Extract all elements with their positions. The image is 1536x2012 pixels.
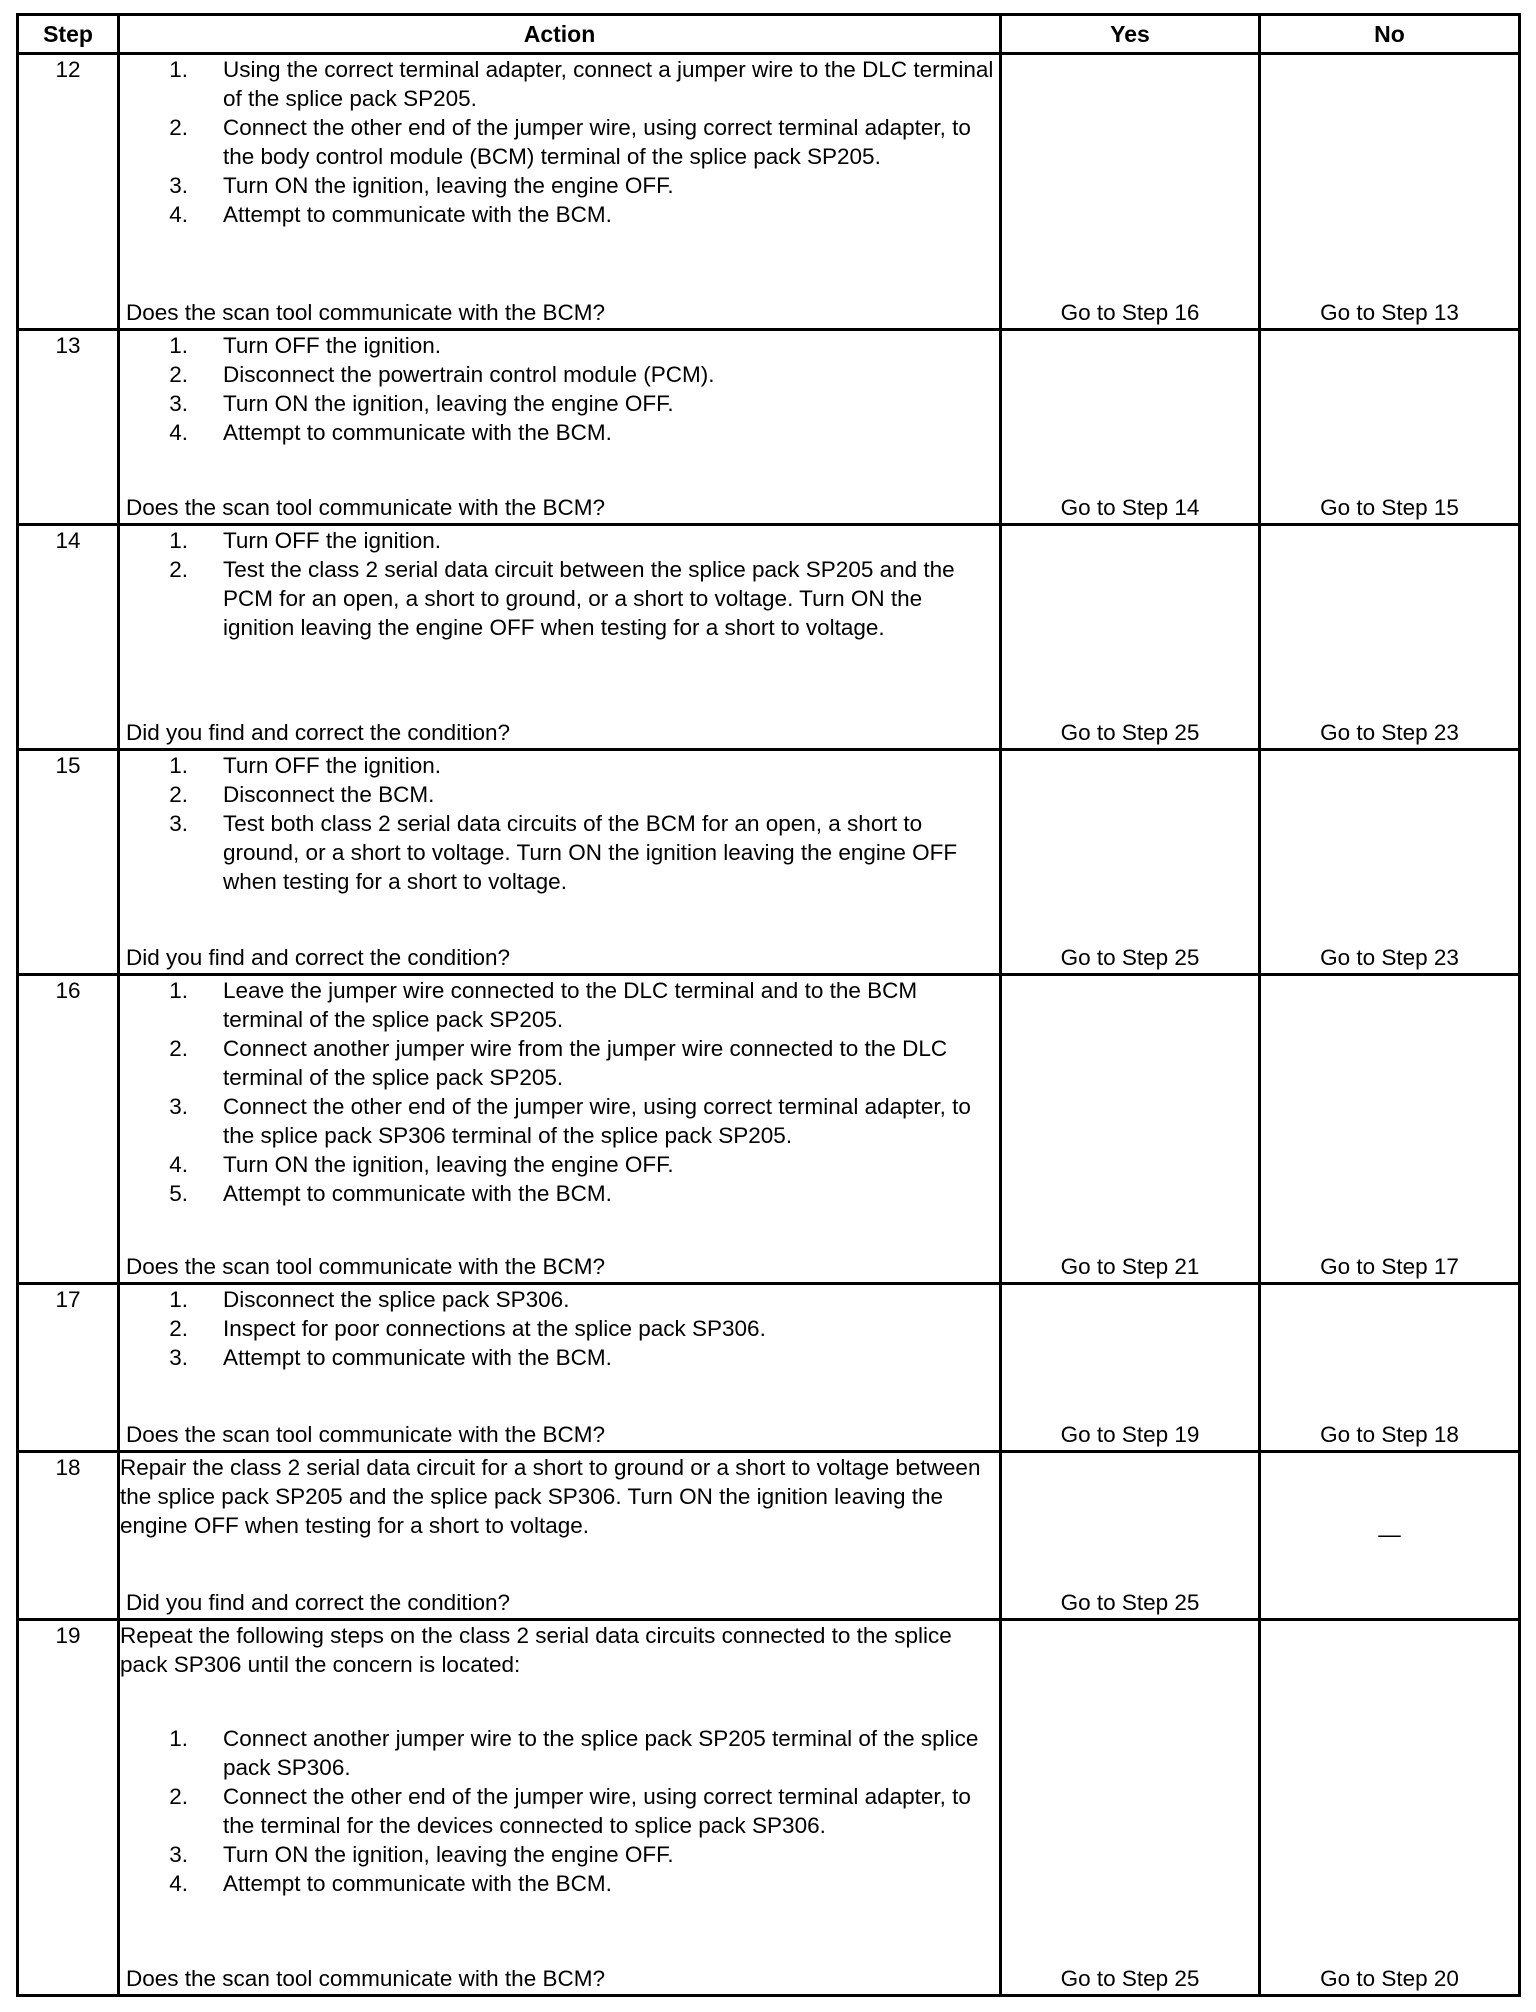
list-item-text: Disconnect the powertrain control module (PCM). <box>223 362 715 387</box>
no-cell <box>1260 1284 1520 1452</box>
header-step: Step <box>18 15 119 54</box>
list-item-text: Attempt to communicate with the BCM. <box>223 202 612 227</box>
list-item-number: 1. <box>169 333 188 358</box>
list-item-number: 3. <box>169 811 188 836</box>
list-item <box>120 171 999 200</box>
table-row <box>18 330 1520 525</box>
action-cell <box>119 1284 1001 1452</box>
list-item <box>120 360 999 389</box>
no-cell <box>1260 525 1520 750</box>
list-item-text: Inspect for poor connections at the splice pack SP306. <box>223 1316 766 1341</box>
step-number: 16 <box>18 975 119 1284</box>
list-item-number: 1. <box>169 978 188 1003</box>
yes-cell <box>1001 54 1260 330</box>
no-result: Go to Step 23 <box>1320 720 1459 745</box>
yes-result: Go to Step 25 <box>1060 1590 1200 1615</box>
step-number: 14 <box>18 525 119 750</box>
step-number: 17 <box>18 1284 119 1452</box>
list-item <box>120 976 999 1034</box>
list-item-text: Disconnect the BCM. <box>223 782 435 807</box>
list-item-number: 4. <box>169 1152 188 1177</box>
table-row <box>18 1452 1520 1620</box>
list-item-number: 2. <box>169 1036 188 1061</box>
list-item-number: 2. <box>169 115 188 140</box>
list-item-text: Leave the jumper wire connected to the DLC terminal and to the BCM terminal of the splice pack SP205. <box>223 978 918 1032</box>
list-item-text: Attempt to communicate with the BCM. <box>223 1345 612 1370</box>
question-text: Does the scan tool communicate with the BCM? <box>126 1254 605 1279</box>
list-item <box>120 55 999 113</box>
action-cell <box>119 1452 1001 1620</box>
list-item-text: Turn OFF the ignition. <box>223 753 442 778</box>
list-item <box>120 418 999 447</box>
yes-result: Go to Step 21 <box>1060 1254 1200 1279</box>
table-row <box>18 750 1520 975</box>
list-item-text: Turn OFF the ignition. <box>223 528 442 553</box>
no-cell <box>1260 54 1520 330</box>
yes-result: Go to Step 25 <box>1060 1966 1200 1991</box>
action-list <box>120 55 999 229</box>
question-text: Did you find and correct the condition? <box>126 945 510 970</box>
action-list <box>120 976 999 1208</box>
table-row <box>18 54 1520 330</box>
no-result: Go to Step 13 <box>1320 300 1459 325</box>
list-item-number: 5. <box>169 1181 188 1206</box>
list-item-number: 4. <box>169 420 188 445</box>
yes-result: Go to Step 14 <box>1060 495 1200 520</box>
no-result: Go to Step 18 <box>1320 1422 1459 1447</box>
list-item-text: Attempt to communicate with the BCM. <box>223 1871 612 1896</box>
yes-cell <box>1001 750 1260 975</box>
action-cell <box>119 330 1001 525</box>
list-item-number: 3. <box>169 1345 188 1370</box>
list-item-number: 1. <box>169 528 188 553</box>
yes-result: Go to Step 19 <box>1060 1422 1200 1447</box>
list-item-text: Test the class 2 serial data circuit between the splice pack SP205 and the PCM for an open, a short to ground, or a short to voltage. Turn ON the ignition leaving the engine OFF when testing for a short to voltage. <box>223 557 955 640</box>
list-item <box>120 751 999 780</box>
action-cell <box>119 1620 1001 1996</box>
action-list <box>120 526 999 642</box>
list-item-number: 1. <box>169 1726 188 1751</box>
diagnostic-table <box>16 13 1521 1997</box>
action-cell <box>119 54 1001 330</box>
list-item-number: 2. <box>169 1316 188 1341</box>
header-no: No <box>1260 15 1520 54</box>
list-item-text: Disconnect the splice pack SP306. <box>223 1287 570 1312</box>
yes-result: Go to Step 25 <box>1060 945 1200 970</box>
list-item-text: Turn ON the ignition, leaving the engine OFF. <box>223 391 674 416</box>
no-result: Go to Step 23 <box>1320 945 1459 970</box>
list-item-text: Turn ON the ignition, leaving the engine OFF. <box>223 1842 674 1867</box>
action-paragraph: Repeat the following steps on the class 2 serial data circuits connected to the splice pack SP306 until the concern is located: <box>120 1623 952 1677</box>
list-item-number: 3. <box>169 173 188 198</box>
step-number: 13 <box>18 330 119 525</box>
question-text: Does the scan tool communicate with the BCM? <box>126 1966 605 1991</box>
no-result: Go to Step 20 <box>1320 1966 1459 1991</box>
list-item-text: Attempt to communicate with the BCM. <box>223 420 612 445</box>
action-list <box>120 751 999 896</box>
list-item <box>120 1092 999 1150</box>
list-item-text: Using the correct terminal adapter, connect a jumper wire to the DLC terminal of the splice pack SP205. <box>223 57 994 111</box>
list-item-number: 1. <box>169 753 188 778</box>
action-paragraph: Repair the class 2 serial data circuit for a short to ground or a short to voltage between the splice pack SP205 and the splice pack SP306. Turn ON the ignition leaving the engine OFF when testing for a short to voltage. <box>120 1455 981 1538</box>
no-result: — <box>1378 1521 1401 1547</box>
list-item-number: 1. <box>169 1287 188 1312</box>
list-item-text: Connect another jumper wire from the jumper wire connected to the DLC terminal of the splice pack SP205. <box>223 1036 948 1090</box>
list-item <box>120 809 999 896</box>
list-item <box>120 1150 999 1179</box>
action-list <box>120 1724 999 1898</box>
no-result: Go to Step 17 <box>1320 1254 1459 1279</box>
list-item-number: 1. <box>169 57 188 82</box>
list-item-number: 3. <box>169 391 188 416</box>
list-item <box>120 1179 999 1208</box>
yes-cell <box>1001 330 1260 525</box>
list-item <box>120 1285 999 1314</box>
list-item <box>120 1840 999 1869</box>
list-item-text: Turn ON the ignition, leaving the engine OFF. <box>223 173 674 198</box>
yes-result: Go to Step 16 <box>1060 300 1200 325</box>
list-item <box>120 1343 999 1372</box>
list-item <box>120 1034 999 1092</box>
yes-cell <box>1001 525 1260 750</box>
question-text: Did you find and correct the condition? <box>126 1590 510 1615</box>
header-yes: Yes <box>1001 15 1260 54</box>
list-item <box>120 113 999 171</box>
no-cell <box>1260 1452 1520 1620</box>
list-item <box>120 555 999 642</box>
action-list <box>120 1285 999 1372</box>
no-result: Go to Step 15 <box>1320 495 1459 520</box>
list-item-number: 3. <box>169 1842 188 1867</box>
yes-result: Go to Step 25 <box>1060 720 1200 745</box>
no-cell <box>1260 330 1520 525</box>
list-item-number: 2. <box>169 782 188 807</box>
list-item <box>120 389 999 418</box>
table-row <box>18 1284 1520 1452</box>
table-body <box>18 54 1520 1996</box>
step-number: 12 <box>18 54 119 330</box>
list-item-text: Connect the other end of the jumper wire, using correct terminal adapter, to the body control module (BCM) terminal of the splice pack SP205. <box>223 115 971 169</box>
list-item <box>120 1724 999 1782</box>
list-item-number: 4. <box>169 202 188 227</box>
list-item <box>120 200 999 229</box>
list-item-text: Attempt to communicate with the BCM. <box>223 1181 612 1206</box>
list-item <box>120 1314 999 1343</box>
action-list <box>120 331 999 447</box>
yes-cell <box>1001 1620 1260 1996</box>
list-item-text: Turn ON the ignition, leaving the engine OFF. <box>223 1152 674 1177</box>
no-cell <box>1260 750 1520 975</box>
step-number: 18 <box>18 1452 119 1620</box>
list-item-number: 2. <box>169 557 188 582</box>
table-row <box>18 525 1520 750</box>
action-cell <box>119 975 1001 1284</box>
table-row <box>18 1620 1520 1996</box>
list-item <box>120 526 999 555</box>
list-item <box>120 1782 999 1840</box>
table-row <box>18 975 1520 1284</box>
no-cell <box>1260 975 1520 1284</box>
list-item-text: Turn OFF the ignition. <box>223 333 442 358</box>
list-item-text: Connect the other end of the jumper wire, using correct terminal adapter, to the terminal for the devices connected to splice pack SP306. <box>223 1784 971 1838</box>
yes-cell <box>1001 1284 1260 1452</box>
list-item-number: 2. <box>169 1784 188 1809</box>
yes-cell <box>1001 975 1260 1284</box>
action-cell <box>119 525 1001 750</box>
question-text: Does the scan tool communicate with the BCM? <box>126 1422 605 1447</box>
step-number: 19 <box>18 1620 119 1996</box>
list-item-text: Test both class 2 serial data circuits of the BCM for an open, a short to ground, or a short to voltage. Turn ON the ignition leaving the engine OFF when testing for a short to voltage. <box>223 811 958 894</box>
list-item-number: 4. <box>169 1871 188 1896</box>
list-item-text: Connect the other end of the jumper wire, using correct terminal adapter, to the splice pack SP306 terminal of the splice pack SP205. <box>223 1094 971 1148</box>
list-item-text: Connect another jumper wire to the splice pack SP205 terminal of the splice pack SP306. <box>223 1726 979 1780</box>
action-cell <box>119 750 1001 975</box>
step-number: 15 <box>18 750 119 975</box>
header-action: Action <box>119 15 1001 54</box>
header-row <box>18 15 1520 54</box>
question-text: Did you find and correct the condition? <box>126 720 510 745</box>
list-item-number: 3. <box>169 1094 188 1119</box>
list-item-number: 2. <box>169 362 188 387</box>
list-item <box>120 1869 999 1898</box>
question-text: Does the scan tool communicate with the BCM? <box>126 300 605 325</box>
no-cell <box>1260 1620 1520 1996</box>
question-text: Does the scan tool communicate with the BCM? <box>126 495 605 520</box>
list-item <box>120 331 999 360</box>
list-item <box>120 780 999 809</box>
yes-cell <box>1001 1452 1260 1620</box>
